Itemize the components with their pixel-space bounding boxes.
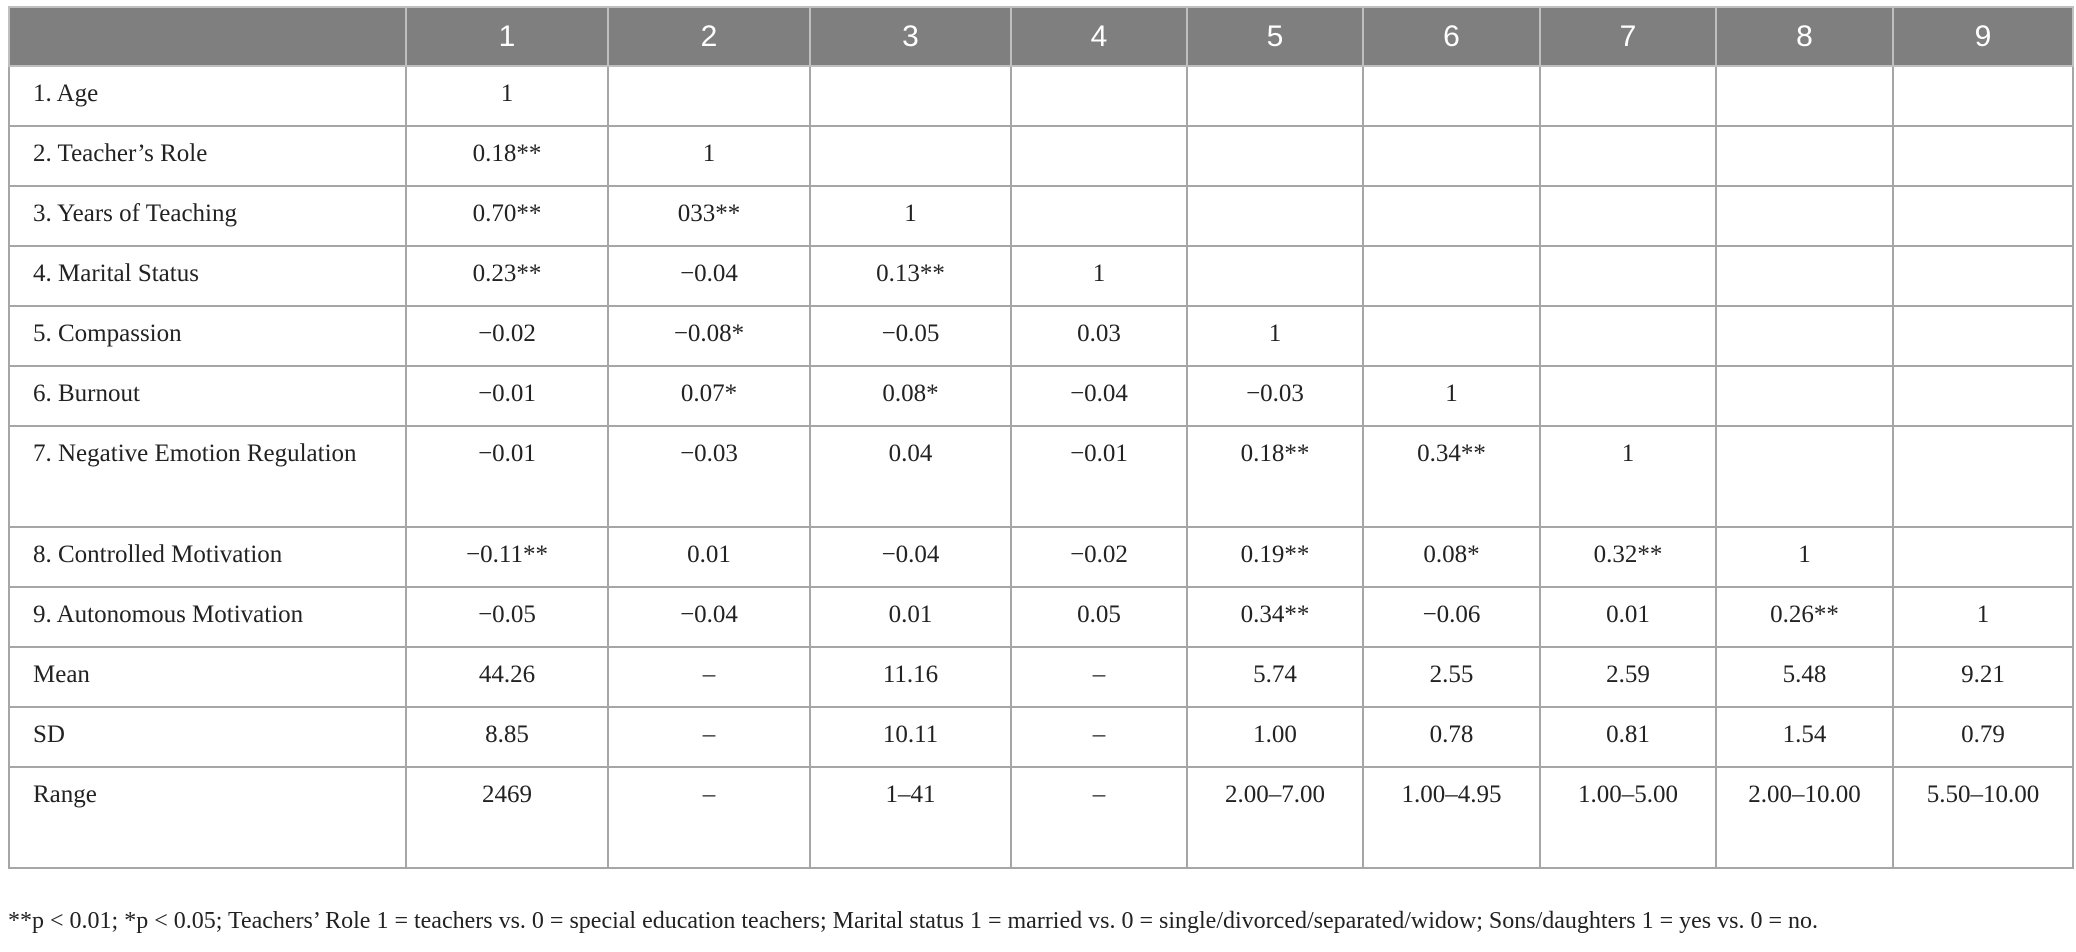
table-cell: – (1011, 647, 1187, 707)
table-cell (1893, 366, 2073, 426)
row-label: 6. Burnout (9, 366, 406, 426)
table-cell: 0.01 (1540, 587, 1716, 647)
row-label: 7. Negative Emotion Regulation (9, 426, 406, 527)
table-row (9, 246, 2073, 306)
table-header (9, 7, 2073, 66)
table-cell: 1 (1187, 306, 1363, 366)
table-cell: 11.16 (810, 647, 1011, 707)
table-cell: 2.00–10.00 (1716, 767, 1893, 868)
table-cell: 0.18** (1187, 426, 1363, 527)
table-row (9, 426, 2073, 527)
table-cell: 0.08* (1363, 527, 1540, 587)
table-cell: 0.01 (810, 587, 1011, 647)
table-cell: 44.26 (406, 647, 608, 707)
table-cell: 1 (1011, 246, 1187, 306)
table-cell (1893, 306, 2073, 366)
table-cell (810, 126, 1011, 186)
table-cell (1363, 246, 1540, 306)
table-footnote: **p < 0.01; *p < 0.05; Teachers’ Role 1 = teachers vs. 0 = special education teachers; Marital status 1 = married vs. 0 = single/divorced/separated/widow; Sons/daughters 1 = yes vs. 0 = no. (8, 908, 1818, 934)
table-cell: 033** (608, 186, 810, 246)
table-cell (1540, 306, 1716, 366)
table-cell: 0.81 (1540, 707, 1716, 767)
table-cell: 1.00–5.00 (1540, 767, 1716, 868)
table-cell (1540, 186, 1716, 246)
header-cell-variable (9, 7, 406, 66)
table-cell (810, 66, 1011, 126)
table-row (9, 306, 2073, 366)
table-cell: −0.04 (810, 527, 1011, 587)
table-cell (1540, 66, 1716, 126)
header-cell-4: 4 (1011, 7, 1187, 66)
table-cell (1540, 246, 1716, 306)
table-cell (1363, 126, 1540, 186)
row-label: 9. Autonomous Motivation (9, 587, 406, 647)
table-cell: −0.02 (1011, 527, 1187, 587)
table-cell: −0.01 (1011, 426, 1187, 527)
table-cell: 0.78 (1363, 707, 1540, 767)
table-cell (1893, 186, 2073, 246)
table-cell: −0.03 (1187, 366, 1363, 426)
table-cell (1011, 66, 1187, 126)
table-cell: 8.85 (406, 707, 608, 767)
table-cell: 1 (406, 66, 608, 126)
table-cell: 0.05 (1011, 587, 1187, 647)
table-cell: 5.50–10.00 (1893, 767, 2073, 868)
table-cell: 0.01 (608, 527, 810, 587)
table-cell: 1 (1716, 527, 1893, 587)
table-cell: 1 (1893, 587, 2073, 647)
table-cell: 0.79 (1893, 707, 2073, 767)
table-cell: 0.13** (810, 246, 1011, 306)
table-cell: −0.06 (1363, 587, 1540, 647)
table-cell: 9.21 (1893, 647, 2073, 707)
table-cell: – (1011, 767, 1187, 868)
table-cell: 0.04 (810, 426, 1011, 527)
table-body (9, 66, 2073, 868)
table-cell: −0.04 (1011, 366, 1187, 426)
table-cell: −0.01 (406, 366, 608, 426)
table-row (9, 767, 2073, 868)
table-row (9, 126, 2073, 186)
table-row (9, 66, 2073, 126)
table-row (9, 366, 2073, 426)
table-cell: −0.03 (608, 426, 810, 527)
table-cell (1893, 66, 2073, 126)
table-cell: −0.04 (608, 246, 810, 306)
table-cell (1011, 126, 1187, 186)
row-label: 4. Marital Status (9, 246, 406, 306)
header-cell-1: 1 (406, 7, 608, 66)
table-cell (1187, 246, 1363, 306)
header-cell-5: 5 (1187, 7, 1363, 66)
table-cell: 5.74 (1187, 647, 1363, 707)
table-cell: 2.00–7.00 (1187, 767, 1363, 868)
table-cell (1540, 366, 1716, 426)
table-cell (1716, 66, 1893, 126)
header-cell-3: 3 (810, 7, 1011, 66)
row-label: 2. Teacher’s Role (9, 126, 406, 186)
table-cell (608, 66, 810, 126)
table-cell: 0.03 (1011, 306, 1187, 366)
table-cell: 2.55 (1363, 647, 1540, 707)
table-cell: −0.11** (406, 527, 608, 587)
table-cell (1893, 527, 2073, 587)
header-cell-8: 8 (1716, 7, 1893, 66)
table-cell: 0.32** (1540, 527, 1716, 587)
table-cell (1716, 126, 1893, 186)
row-label: 1. Age (9, 66, 406, 126)
table-cell: 0.08* (810, 366, 1011, 426)
header-cell-9: 9 (1893, 7, 2073, 66)
row-label: 5. Compassion (9, 306, 406, 366)
table-cell: −0.04 (608, 587, 810, 647)
table-cell: 0.70** (406, 186, 608, 246)
table-cell (1716, 426, 1893, 527)
table-cell (1187, 66, 1363, 126)
table-cell (1187, 126, 1363, 186)
table-cell (1716, 246, 1893, 306)
table-cell: 0.34** (1363, 426, 1540, 527)
table-cell (1716, 366, 1893, 426)
table-row (9, 527, 2073, 587)
table-cell: – (1011, 707, 1187, 767)
table-row (9, 647, 2073, 707)
table-cell: 1–41 (810, 767, 1011, 868)
table-cell: – (608, 767, 810, 868)
table-cell (1363, 186, 1540, 246)
table-row (9, 587, 2073, 647)
table-cell: 1.54 (1716, 707, 1893, 767)
table-cell: 0.18** (406, 126, 608, 186)
table-cell (1540, 126, 1716, 186)
table-cell: 0.23** (406, 246, 608, 306)
table-cell: 1.00–4.95 (1363, 767, 1540, 868)
table-cell: −0.05 (810, 306, 1011, 366)
table-cell (1363, 306, 1540, 366)
table-row (9, 186, 2073, 246)
correlation-table (8, 6, 2074, 869)
table-cell: −0.02 (406, 306, 608, 366)
row-label: 8. Controlled Motivation (9, 527, 406, 587)
row-label: Range (9, 767, 406, 868)
table-cell: 2469 (406, 767, 608, 868)
header-cell-6: 6 (1363, 7, 1540, 66)
table-row (9, 707, 2073, 767)
table-cell: 1 (1363, 366, 1540, 426)
table-cell (1893, 426, 2073, 527)
table-cell: 1 (608, 126, 810, 186)
table-cell: 2.59 (1540, 647, 1716, 707)
row-label: SD (9, 707, 406, 767)
table-cell: −0.01 (406, 426, 608, 527)
table-cell: 1.00 (1187, 707, 1363, 767)
table-cell: 0.19** (1187, 527, 1363, 587)
table-cell: −0.05 (406, 587, 608, 647)
table-cell (1716, 186, 1893, 246)
table-cell: 0.26** (1716, 587, 1893, 647)
table-cell (1716, 306, 1893, 366)
table-cell (1363, 66, 1540, 126)
table-cell: 5.48 (1716, 647, 1893, 707)
table-cell: 10.11 (810, 707, 1011, 767)
row-label: Mean (9, 647, 406, 707)
table-cell: – (608, 707, 810, 767)
correlation-table-container (8, 6, 2074, 869)
table-cell: −0.08* (608, 306, 810, 366)
table-cell: – (608, 647, 810, 707)
table-cell (1893, 246, 2073, 306)
table-cell (1187, 186, 1363, 246)
table-cell (1893, 126, 2073, 186)
header-cell-2: 2 (608, 7, 810, 66)
table-cell: 1 (1540, 426, 1716, 527)
header-cell-7: 7 (1540, 7, 1716, 66)
table-cell: 0.34** (1187, 587, 1363, 647)
table-cell: 0.07* (608, 366, 810, 426)
row-label: 3. Years of Teaching (9, 186, 406, 246)
table-cell: 1 (810, 186, 1011, 246)
table-cell (1011, 186, 1187, 246)
header-row (9, 7, 2073, 66)
